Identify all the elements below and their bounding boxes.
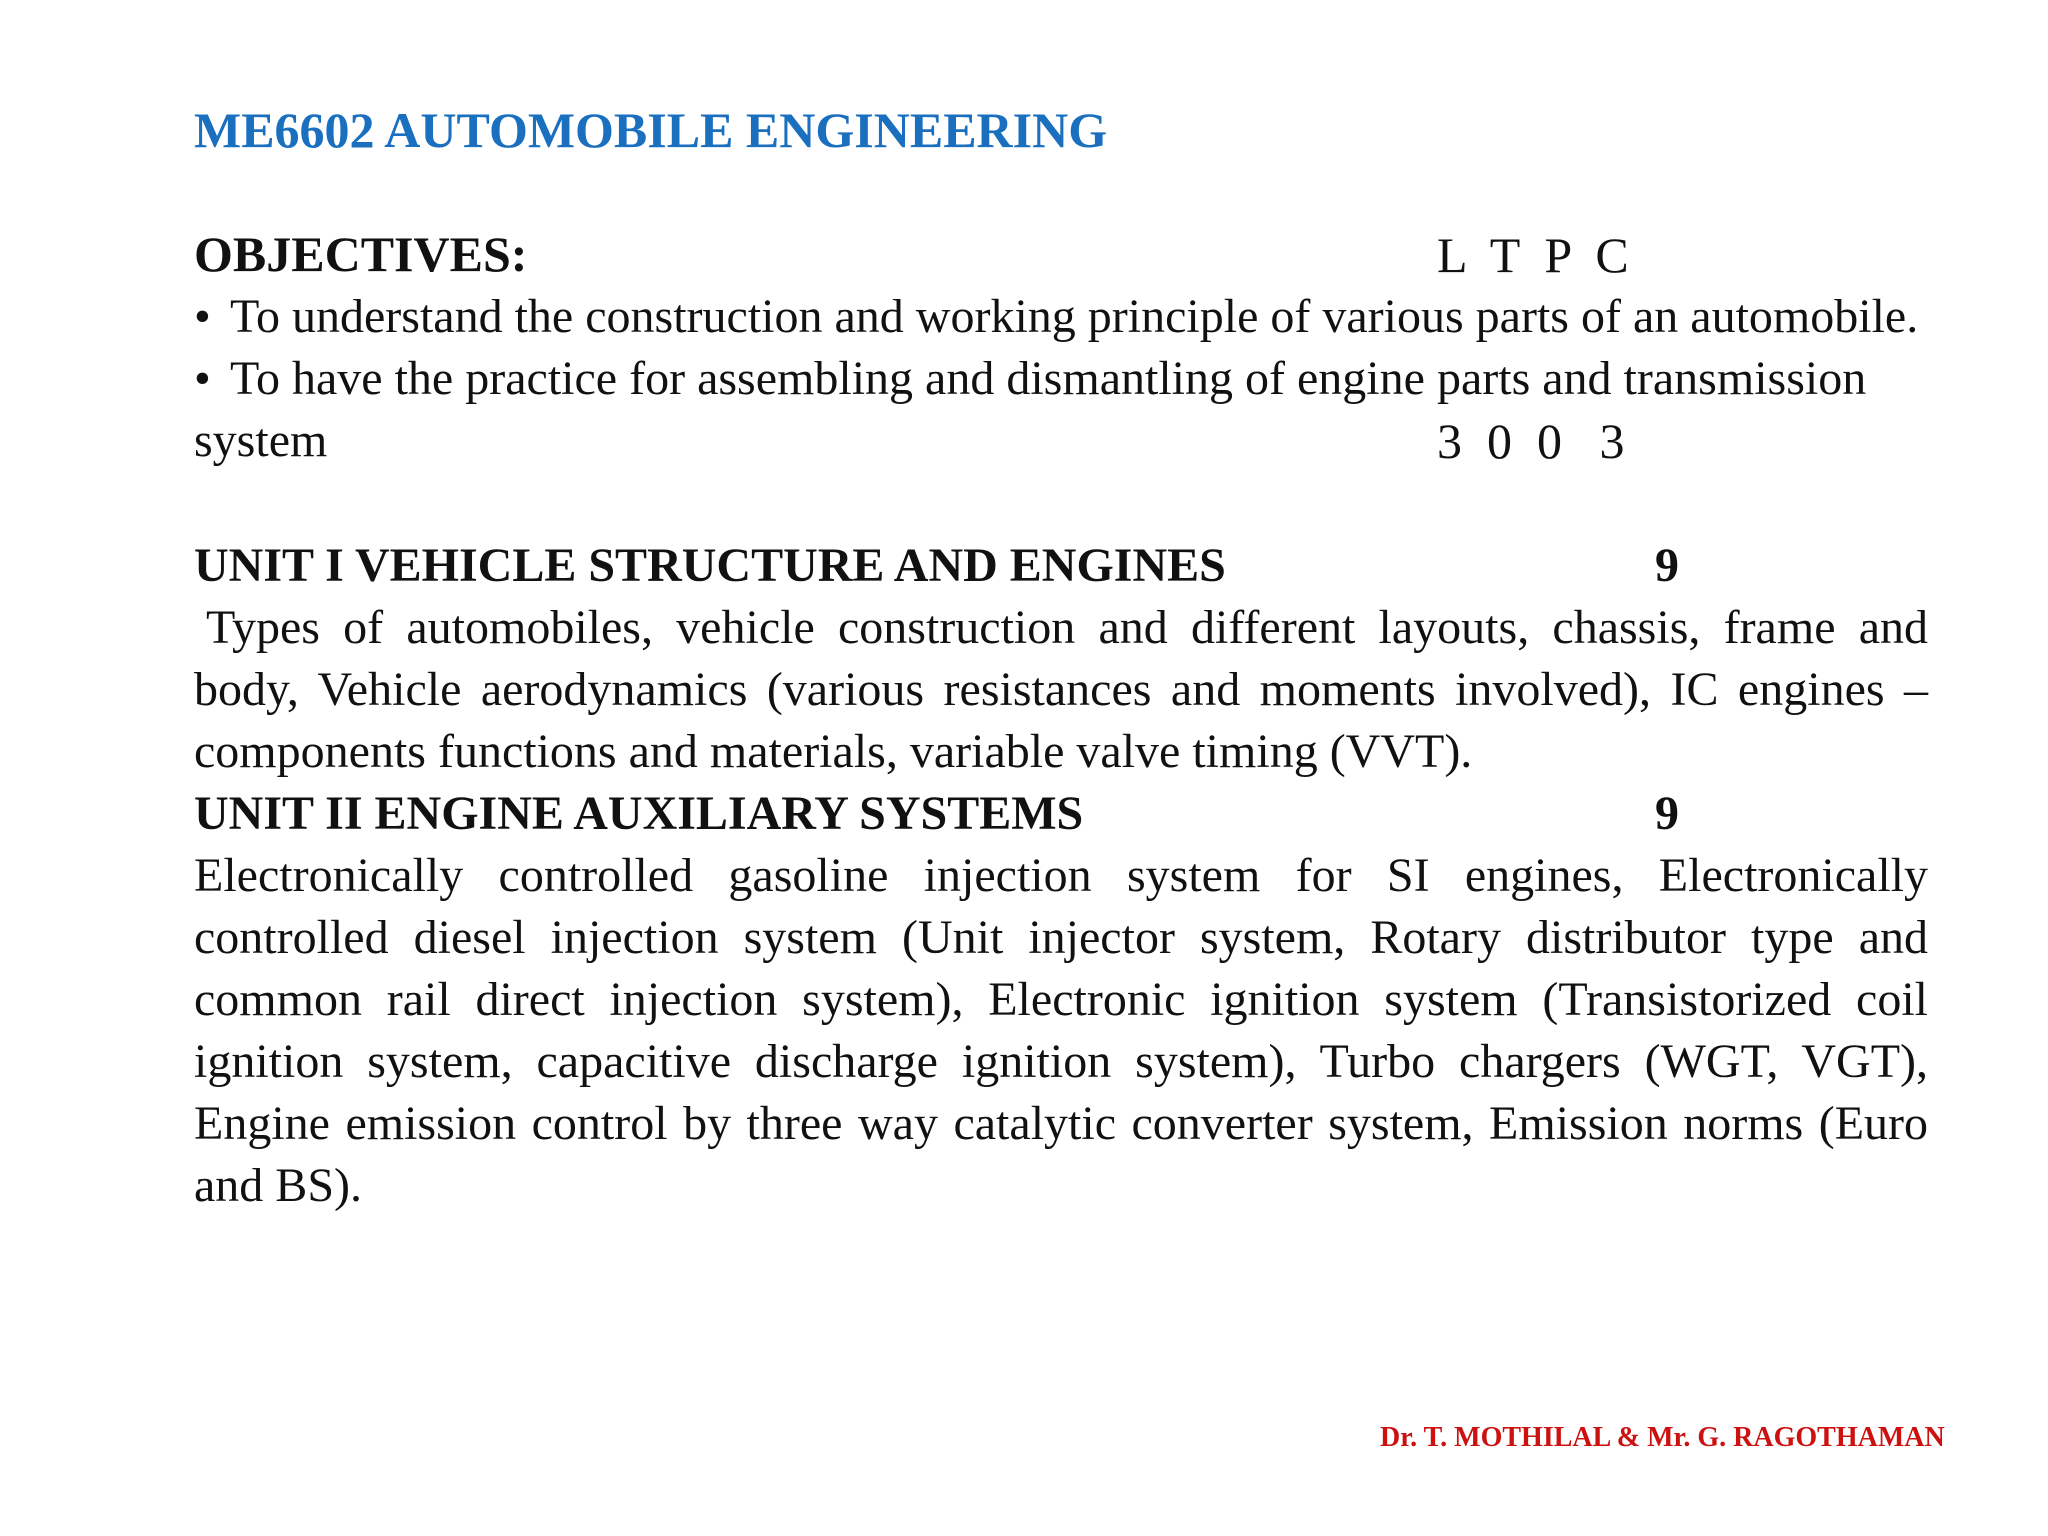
bullet-icon: • <box>194 352 211 405</box>
unit-hours: 9 <box>1655 539 1679 592</box>
bullet-icon: • <box>194 290 211 343</box>
objective-text: To have the practice for assembling and dismantling of engine parts and transmission system <box>194 352 1867 467</box>
unit-content: Electronically controlled gasoline injection system for SI engines, Electronically controlled diesel injection system (Unit injector system, Rotary distributor type and common rail direct injection system), Electronic ignition system (Transistorized coil ignition system, capacitive discharge ignition system), Turbo chargers (WGT, VGT), Engine emission control by three way catalytic converter system, Emission norms (Euro and BS). <box>194 849 1928 1212</box>
objective-text: To understand the construction and working principle of various parts of an automobile. <box>230 290 1919 343</box>
unit-heading <box>194 783 1704 845</box>
unit-title: UNIT II ENGINE AUXILIARY SYSTEMS <box>194 787 1084 840</box>
unit-content: Types of automobiles, vehicle construction and different layouts, chassis, frame and body, Vehicle aerodynamics (various resistances and moments involved), IC engines –components functions and materials, variable valve timing (VVT). <box>194 601 1928 778</box>
objectives-heading: OBJECTIVES: <box>194 226 528 282</box>
footer-authors: Dr. T. MOTHILAL & Mr. G. RAGOTHAMAN <box>1380 1422 1945 1453</box>
unit-heading <box>194 535 1704 597</box>
course-title: ME6602 AUTOMOBILE ENGINEERING <box>194 102 1108 158</box>
unit-hours: 9 <box>1655 787 1679 840</box>
objectives-list <box>194 286 1928 472</box>
ltpc-header: L T P C <box>1437 227 1629 283</box>
unit-title: UNIT I VEHICLE STRUCTURE AND ENGINES <box>194 539 1226 592</box>
objective-item <box>194 286 1928 348</box>
objective-item <box>194 348 1928 472</box>
ltpc-values: 3 0 0 3 <box>1437 413 1625 469</box>
